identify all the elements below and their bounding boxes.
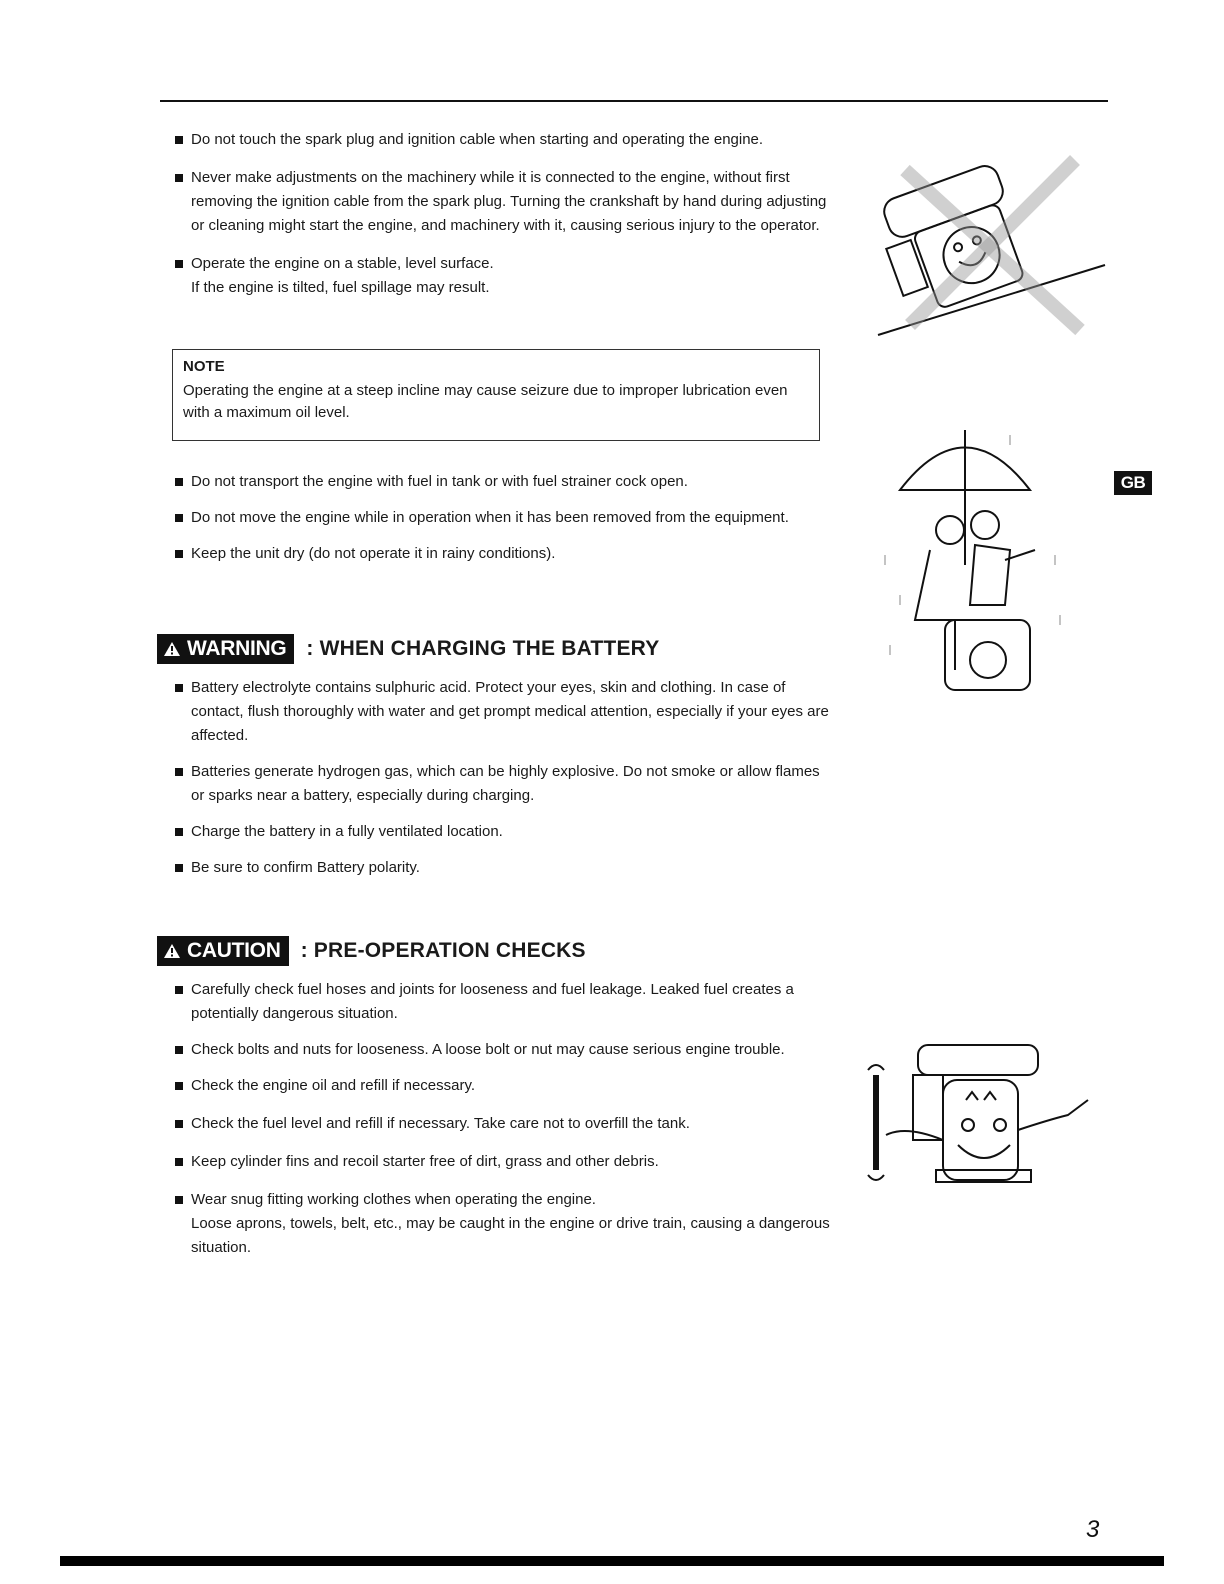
- checks-section: [175, 978, 835, 1260]
- checks-heading: : PRE-OPERATION CHECKS: [300, 939, 586, 962]
- note-text: Operating the engine at a steep incline may cause seizure due to improper lubrication even with a maximum oil level.: [183, 382, 788, 421]
- warning-triangle-icon: [163, 641, 181, 657]
- bullet-item: Carefully check fuel hoses and joints for looseness and fuel leakage. Leaked fuel creates a potentially dangerous situation.: [175, 978, 835, 1026]
- bullet-item: Be sure to confirm Battery polarity.: [175, 856, 835, 880]
- warning-heading: [157, 634, 659, 664]
- bullet-subtext: If the engine is tilted, fuel spillage may result.: [191, 279, 490, 296]
- top-rule: [160, 100, 1108, 102]
- caution-heading: [157, 936, 586, 966]
- warning-triangle-icon: [163, 943, 181, 959]
- note-box: [172, 349, 820, 441]
- bullet-item: Never make adjustments on the machinery while it is connected to the engine, without first removing the ignition cable from the spark plug. Turning the crankshaft by hand during adjusting or cleaning might start the engine, and machinery with it, causing serious injury to the operator.: [175, 166, 835, 238]
- umbrella-rain-illustration: [860, 415, 1080, 730]
- bullet-item: Do not move the engine while in operation when it has been removed from the equipment.: [175, 506, 835, 530]
- caution-tag: [157, 936, 289, 966]
- bullet-item: Charge the battery in a fully ventilated location.: [175, 820, 835, 844]
- bullet-item: Wear snug fitting working clothes when operating the engine.: [175, 1188, 835, 1212]
- bullet-item: Check bolts and nuts for looseness. A loose bolt or nut may cause serious engine trouble.: [175, 1038, 835, 1062]
- battery-section: [175, 676, 835, 880]
- note-title: NOTE: [183, 358, 225, 375]
- bottom-bar: [60, 1556, 1164, 1566]
- tilted-engine-illustration: [850, 135, 1110, 350]
- battery-heading: : WHEN CHARGING THE BATTERY: [306, 637, 660, 660]
- bullet-item: Check the fuel level and refill if necessary. Take care not to overfill the tank.: [175, 1112, 835, 1136]
- bullet-subtext: Loose aprons, towels, belt, etc., may be caught in the engine or drive train, causing a dangerous situation.: [191, 1215, 830, 1256]
- bullet-item: Keep cylinder fins and recoil starter free of dirt, grass and other debris.: [175, 1150, 835, 1174]
- bullet-item: Do not touch the spark plug and ignition cable when starting and operating the engine.: [175, 128, 835, 152]
- bullet-item: Check the engine oil and refill if necessary.: [175, 1074, 835, 1098]
- bullet-item: Operate the engine on a stable, level surface.: [175, 252, 835, 276]
- language-badge: GB: [1114, 471, 1152, 495]
- transport-section: [175, 470, 835, 566]
- engine-wrench-illustration: [858, 1040, 1108, 1195]
- intro-section: [175, 128, 835, 300]
- caution-label: CAUTION: [187, 939, 281, 962]
- warning-label: WARNING: [187, 637, 287, 660]
- bullet-item: Battery electrolyte contains sulphuric acid. Protect your eyes, skin and clothing. In case of contact, flush thoroughly with water and get prompt medical attention, especially if your eyes are affected.: [175, 676, 835, 748]
- bullet-item: Keep the unit dry (do not operate it in rainy conditions).: [175, 542, 835, 566]
- page-number: 3: [1086, 1516, 1100, 1543]
- bullet-item: Do not transport the engine with fuel in tank or with fuel strainer cock open.: [175, 470, 835, 494]
- bullet-item: Batteries generate hydrogen gas, which can be highly explosive. Do not smoke or allow flames or sparks near a battery, especially during charging.: [175, 760, 835, 808]
- warning-tag: [157, 634, 294, 664]
